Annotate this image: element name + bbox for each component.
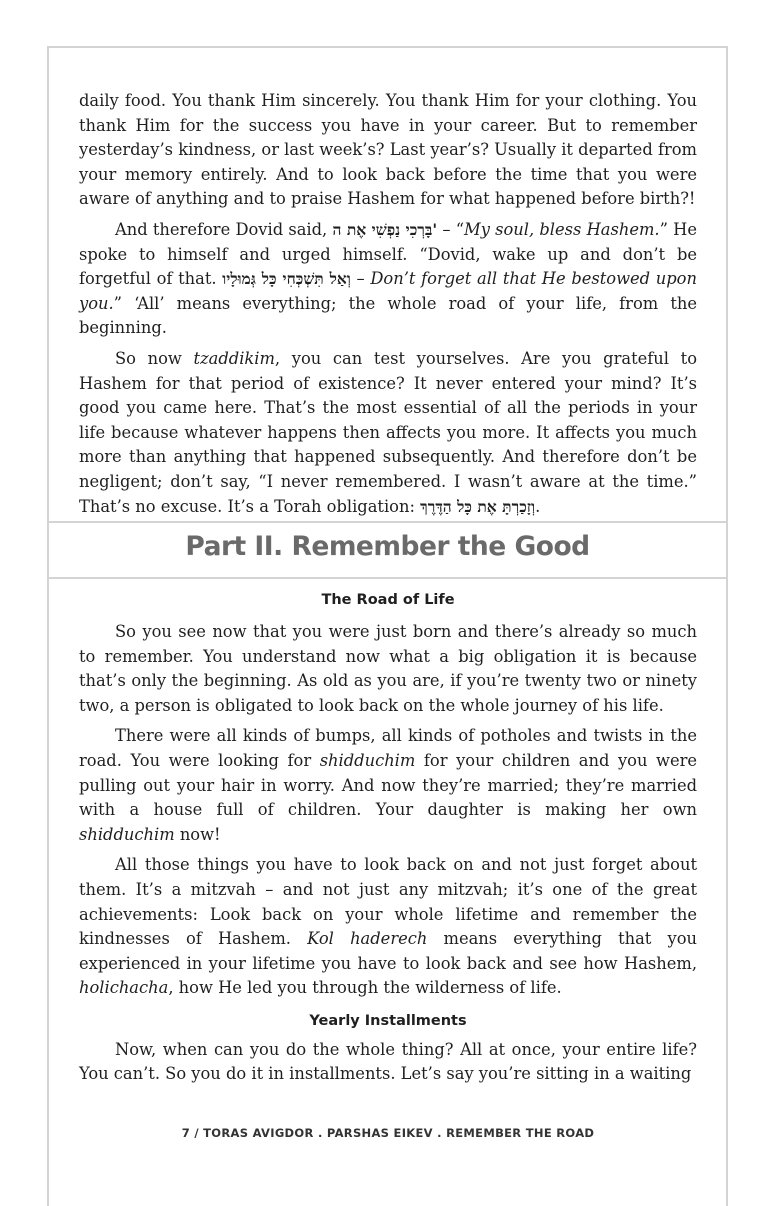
paragraph-text: . bbox=[535, 496, 541, 516]
paragraph bbox=[79, 89, 697, 212]
paragraph-text: ” ‘All’ means everything; the whole road of your life, from the beginning. bbox=[79, 293, 697, 338]
section-heading-yearly-installments: Yearly Installments bbox=[309, 1012, 467, 1029]
paragraph bbox=[79, 853, 697, 1001]
italic-text: Don’t forget all that He bestowed upon you. bbox=[79, 269, 697, 313]
page-footer: 7 / TORAS AVIGDOR . PARSHAS EIKEV . REMEMBER THE ROAD bbox=[181, 1126, 595, 1140]
paragraph bbox=[79, 724, 697, 847]
hebrew-quote: 'בָּרְכִי נַפְשִׁי אֶת ה bbox=[332, 219, 438, 239]
italic-text: holichacha bbox=[79, 978, 169, 998]
paragraph-text: , you can test yourselves. Are you grateful to Hashem for that period of existence? It never entered your mind? It’s good you came here. That’s the most essential of all the periods in your life because whatever happens then affects you more. It affects you much more than anything that happened subsequently. And therefore don’t be negligent; don’t say, “I never remembered. I wasn’t aware at the time.” That’s no excuse. It’s a Torah obligation: bbox=[79, 348, 697, 516]
main-text-block bbox=[79, 620, 697, 1093]
section-heading-road-of-life: The Road of Life bbox=[321, 592, 455, 608]
paragraph bbox=[79, 218, 697, 341]
paragraph bbox=[79, 347, 697, 519]
paragraph-text: for your children and you were pulling out your hair in worry. And now they’re married; they’re married with a house full of children. Your daughter is making her own bbox=[79, 750, 698, 820]
paragraph bbox=[79, 1038, 697, 1087]
paragraph-text: All those things you have to look back on and not just forget about them. It’s a mitzvah – and not just any mitzvah; it’s one of the great achievements: Look back on your whole lifetime and remember the kindnesses of Hashem. bbox=[79, 855, 697, 949]
paragraph-text: So now bbox=[115, 348, 194, 368]
italic-text: My soul, bless Hashem. bbox=[464, 219, 660, 239]
paragraph-text: , how He led you through the wilderness of life. bbox=[168, 978, 562, 998]
italic-text: shidduchim bbox=[319, 750, 416, 770]
hebrew-quote: וְאַל תִּשְׁכְּחִי כָּל גְּמוּלָיו bbox=[222, 269, 351, 289]
part-heading: Part II. Remember the Good bbox=[185, 531, 590, 562]
paragraph-text: There were all kinds of bumps, all kinds of potholes and twists in the road. You were looking for bbox=[79, 726, 697, 770]
paragraph-text: – “ bbox=[437, 219, 465, 239]
hebrew-quote: וְזָכַרְתָּ אֶת כָּל הַדֶּרֶךְ bbox=[420, 496, 536, 516]
paragraph-text: now! bbox=[174, 824, 221, 844]
paragraph-text: Now, when can you do the whole thing? All at once, your entire life? You can’t. So you do it in installments. Let’s say you’re sitting in a waiting bbox=[79, 1039, 697, 1084]
paragraph-text: – bbox=[350, 269, 371, 289]
italic-text: shidduchim bbox=[79, 824, 175, 844]
divider bbox=[49, 521, 726, 523]
paragraph-text: And therefore Dovid said, bbox=[115, 219, 333, 239]
paragraph-text: daily food. You thank Him sincerely. You thank Him for your clothing. You thank Him for the success you have in your career. But to remember yesterday’s kindness, or last week’s? Last year’s? Usually it departed from your memory entirely. And to look back before the time that you were aware of anything and to praise Hashem for what happened before birth?! bbox=[79, 91, 697, 209]
paragraph-text: ” He spoke to himself and urged himself. “Dovid, wake up and don’t be forgetful of that. bbox=[79, 219, 697, 289]
paragraph-text: means everything that you experienced in your lifetime you have to look back and see how Hashem, bbox=[79, 929, 698, 973]
paragraph-text: So you see now that you were just born and there’s already so much to remember. You understand now what a big obligation it is because that’s only the beginning. As old as you are, if you’re twenty two or ninety two, a person is obligated to look back on the whole journey of his life. bbox=[79, 622, 697, 715]
italic-text: tzaddikim bbox=[193, 348, 275, 368]
italic-text: Kol haderech bbox=[307, 929, 428, 949]
divider bbox=[49, 577, 726, 579]
top-text-block bbox=[79, 89, 697, 525]
paragraph bbox=[79, 620, 697, 718]
